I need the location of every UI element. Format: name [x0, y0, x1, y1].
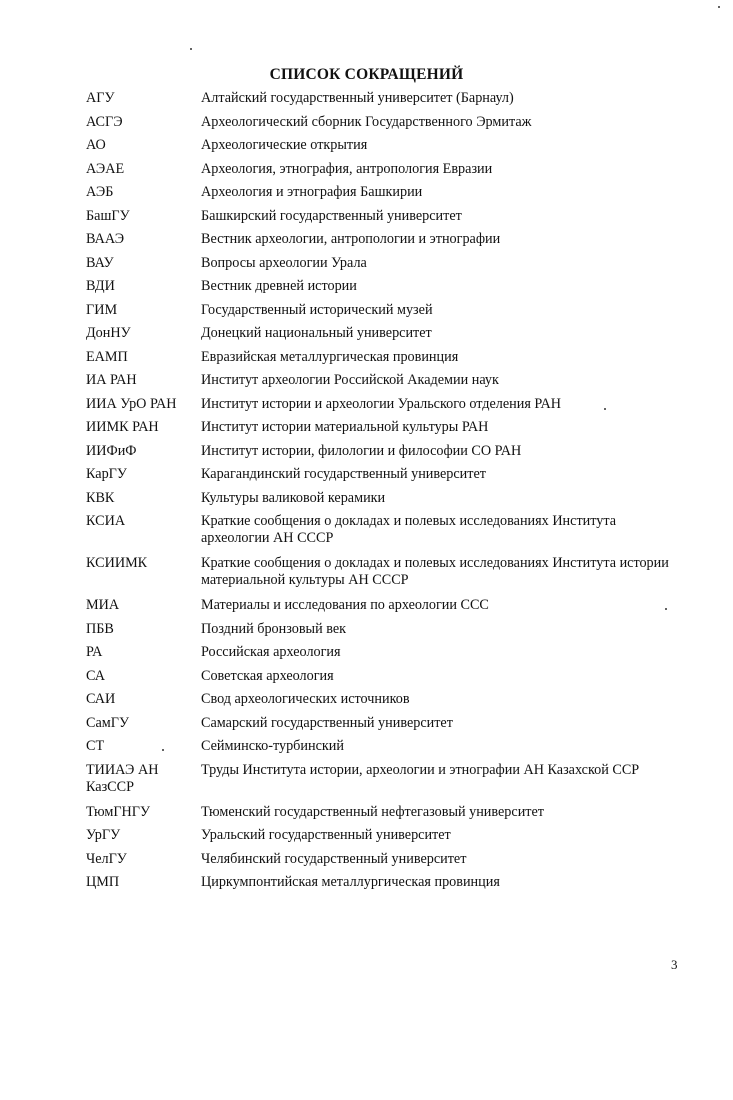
list-item	[86, 161, 686, 178]
list-item	[86, 443, 686, 460]
abbreviation: КарГУ	[86, 466, 127, 482]
definition: Советская археология	[201, 667, 334, 684]
list-item	[86, 738, 686, 755]
list-item	[86, 490, 686, 507]
abbreviation: УрГУ	[86, 827, 121, 843]
abbreviation: ИА РАН	[86, 372, 137, 388]
definition: Краткие сообщения о докладах и полевых исследованиях Института археологии АН СССР	[201, 513, 617, 546]
list-item	[86, 231, 686, 248]
definition: Алтайский государственный университет (Барнаул)	[201, 90, 514, 106]
list-item	[86, 513, 686, 547]
abbreviation: АСГЭ	[86, 113, 123, 130]
list-item	[86, 325, 686, 342]
scan-speck	[665, 608, 667, 610]
abbreviation: СамГУ	[86, 714, 129, 731]
list-item	[86, 668, 686, 685]
definition: Материалы и исследования по археологии ССС	[201, 597, 489, 613]
definition: Поздний бронзовый век	[201, 620, 347, 637]
list-item	[86, 597, 686, 614]
list-item	[86, 827, 686, 844]
abbreviation: АО	[86, 137, 106, 153]
abbreviation: АЭАЕ	[86, 160, 125, 177]
abbreviation: ИИФиФ	[86, 442, 137, 459]
list-item	[86, 621, 686, 638]
definition: Российская археология	[201, 644, 341, 660]
abbreviation: САИ	[86, 691, 116, 707]
list-item	[86, 874, 686, 891]
list-item	[86, 644, 686, 661]
definition: Самарский государственный университет	[201, 714, 453, 731]
list-item	[86, 419, 686, 436]
abbreviation: АЭБ	[86, 184, 114, 200]
abbreviation: ТюмГНГУ	[86, 803, 151, 820]
abbreviation: ВААЭ	[86, 231, 125, 247]
definition: Уральский государственный университет	[201, 827, 451, 843]
abbreviation-list	[86, 90, 686, 898]
abbreviation: КСИИМК	[86, 555, 148, 571]
abbreviation: КВК	[86, 489, 115, 506]
definition: Вестник археологии, антропологии и этнографии	[201, 231, 501, 247]
abbreviation: ГИМ	[86, 301, 118, 318]
list-item	[86, 691, 686, 708]
definition: Культуры валиковой керамики	[201, 489, 386, 506]
scan-speck	[190, 48, 192, 50]
definition: Институт истории и археологии Уральского отделения РАН	[201, 395, 561, 412]
definition: Археологические открытия	[201, 137, 368, 153]
abbreviation: СА	[86, 667, 106, 684]
list-item	[86, 208, 686, 225]
definition: Институт истории материальной культуры РАН	[201, 419, 489, 435]
abbreviation: ЕАМП	[86, 348, 128, 365]
abbreviation: РА	[86, 644, 103, 660]
definition: Сейминско-турбинский	[201, 738, 344, 754]
page-title: СПИСОК СОКРАЩЕНИЙ	[269, 66, 464, 83]
definition: Институт археологии Российской Академии наук	[201, 372, 499, 388]
definition: Свод археологических источников	[201, 691, 410, 707]
list-item	[86, 466, 686, 483]
abbreviation: ИИА УрО РАН	[86, 395, 177, 412]
definition: Труды Института истории, археологии и этнографии АН Казахской ССР	[201, 761, 640, 778]
abbreviation: ДонНУ	[86, 325, 131, 341]
definition: Челябинский государственный университет	[201, 850, 467, 867]
definition: Археологический сборник Государственного Эрмитаж	[201, 113, 532, 130]
scan-speck	[604, 408, 606, 410]
list-item	[86, 184, 686, 201]
list-item	[86, 278, 686, 295]
list-item	[86, 396, 686, 413]
definition: Циркумпонтийская металлургическая провинция	[201, 874, 500, 890]
abbreviation: СТ	[86, 738, 105, 754]
list-item	[86, 255, 686, 272]
abbreviation: КСИА	[86, 513, 126, 529]
scan-speck	[162, 749, 164, 751]
scan-speck	[718, 6, 720, 8]
definition: Вестник древней истории	[201, 278, 357, 294]
definition: Башкирский государственный университет	[201, 207, 462, 224]
abbreviation: ТИИАЭ АН КазССР	[86, 761, 159, 795]
abbreviation: ИИМК РАН	[86, 419, 159, 435]
abbreviation: ЧелГУ	[86, 850, 127, 867]
page-number: 3	[671, 957, 678, 972]
list-item	[86, 804, 686, 821]
abbreviation: АГУ	[86, 90, 115, 106]
definition: Карагандинский государственный университет	[201, 466, 486, 482]
list-item	[86, 90, 686, 107]
list-item	[86, 349, 686, 366]
definition: Археология, этнография, антропология Евразии	[201, 160, 493, 177]
definition: Государственный исторический музей	[201, 301, 433, 318]
abbreviation: ВДИ	[86, 278, 115, 294]
definition: Институт истории, филологии и философии СО РАН	[201, 442, 522, 459]
list-item	[86, 555, 686, 589]
abbreviation: МИА	[86, 597, 120, 613]
list-item	[86, 137, 686, 154]
definition: Донецкий национальный университет	[201, 325, 432, 341]
abbreviation: ПБВ	[86, 620, 114, 637]
definition: Археология и этнография Башкирии	[201, 184, 423, 200]
list-item	[86, 762, 686, 796]
list-item	[86, 851, 686, 868]
definition: Вопросы археологии Урала	[201, 254, 367, 271]
definition: Тюменский государственный нефтегазовый университет	[201, 803, 544, 820]
list-item	[86, 372, 686, 389]
definition: Краткие сообщения о докладах и полевых исследованиях Института истории материальной культуры АН СССР	[201, 555, 669, 588]
definition: Евразийская металлургическая провинция	[201, 348, 459, 365]
abbreviation: ВАУ	[86, 254, 114, 271]
list-item	[86, 114, 686, 131]
abbreviation: БашГУ	[86, 207, 130, 224]
list-item	[86, 715, 686, 732]
list-item	[86, 302, 686, 319]
abbreviation: ЦМП	[86, 874, 120, 890]
